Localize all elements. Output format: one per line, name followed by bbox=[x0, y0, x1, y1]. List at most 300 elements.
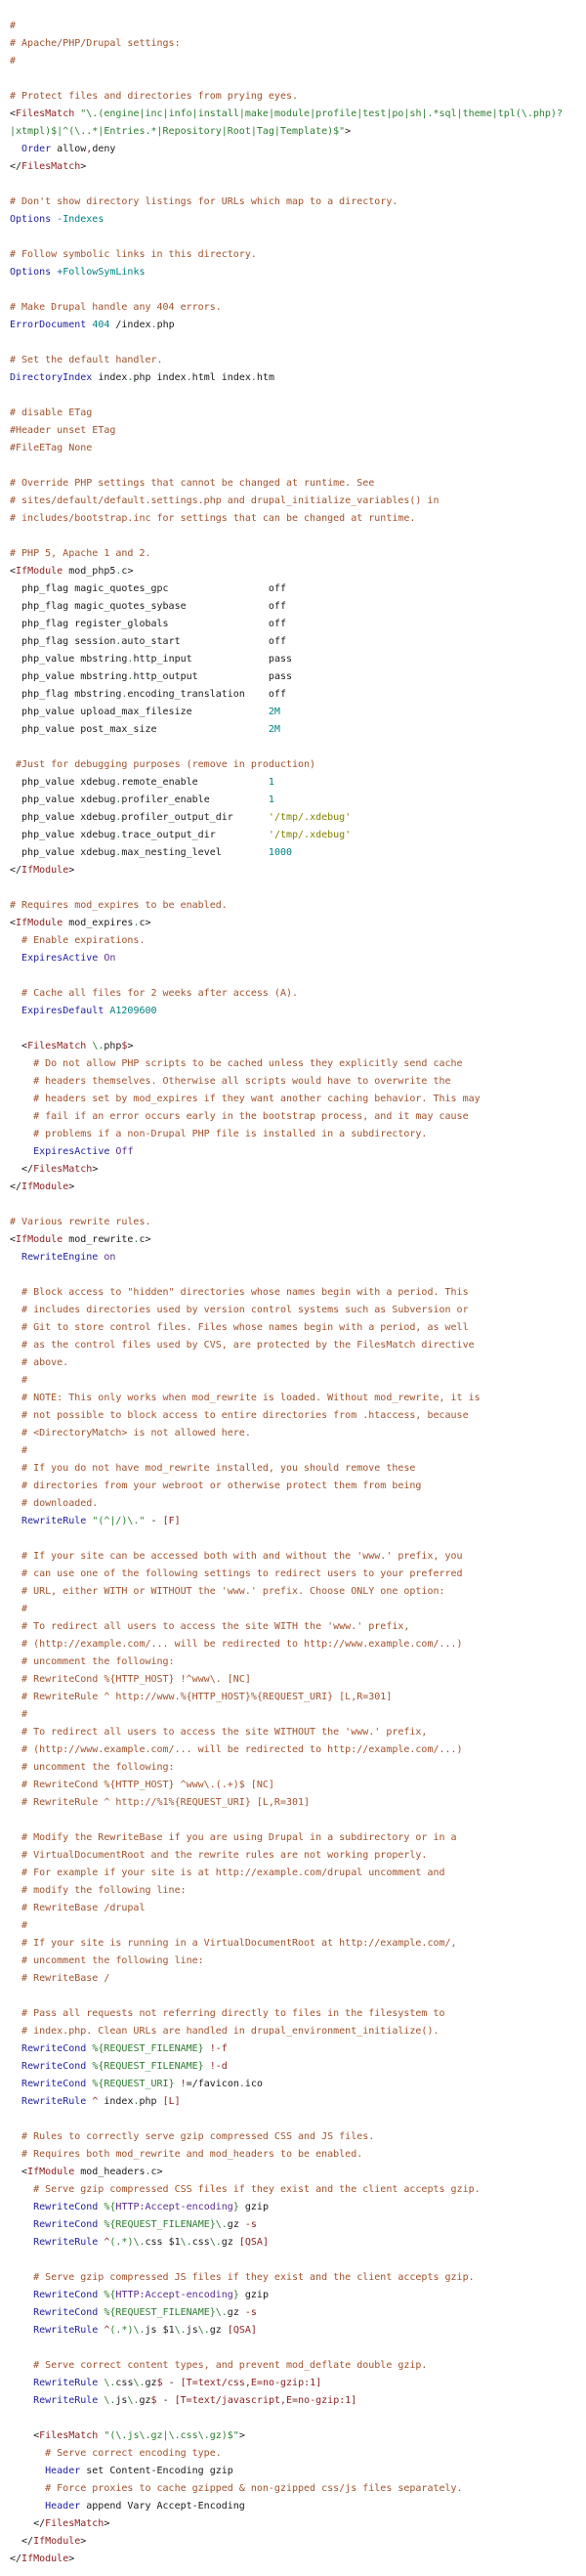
code-token: 1000 bbox=[268, 847, 293, 858]
code-token: \. bbox=[127, 2395, 140, 2406]
code-token: index bbox=[98, 2096, 134, 2107]
code-token: # Git to store control files. Files whose names begin with a period, as well bbox=[10, 1322, 469, 1333]
code-line bbox=[10, 2410, 586, 2427]
code-token: FilesMatch bbox=[45, 2518, 105, 2529]
code-token: ExpiresDefault bbox=[21, 1006, 105, 1016]
code-line bbox=[10, 1759, 586, 1777]
code-token: # RewriteCond %{HTTP_HOST} !^www\. [NC] bbox=[10, 1674, 251, 1685]
code-token: - bbox=[156, 2395, 175, 2406]
code-line bbox=[10, 317, 586, 334]
code-token: #FileETag None bbox=[10, 443, 93, 453]
code-token: [T=text/javascript,E=no-gzip:1] bbox=[174, 2395, 357, 2406]
code-token: ^ bbox=[92, 2096, 99, 2107]
code-line bbox=[10, 2480, 586, 2498]
code-token: # Cache all files for 2 weeks after access (A). bbox=[10, 988, 299, 999]
code-line bbox=[10, 1724, 586, 1741]
code-token: 1 bbox=[268, 794, 274, 805]
code-line bbox=[10, 2533, 586, 2551]
code-token: IfModule bbox=[27, 2167, 75, 2177]
code-line bbox=[10, 880, 586, 897]
code-token: auto_start off bbox=[121, 636, 286, 647]
code-line bbox=[10, 35, 586, 53]
code-token: gz bbox=[227, 2307, 245, 2318]
code-token: [L] bbox=[162, 2096, 181, 2107]
code-token: # includes directories used by version control systems such as Subversion or bbox=[10, 1305, 469, 1315]
code-token: </ bbox=[10, 1181, 22, 1192]
code-line bbox=[10, 88, 586, 106]
code-line bbox=[10, 1706, 586, 1724]
code-line bbox=[10, 387, 586, 405]
code-token: RewriteRule bbox=[21, 1516, 87, 1526]
code-token bbox=[10, 1146, 33, 1157]
code-token: </ bbox=[10, 2554, 22, 2564]
code-token: } bbox=[232, 2202, 239, 2212]
code-token: # RewriteBase / bbox=[10, 1973, 110, 1984]
code-token: '/tmp/.xdebug' bbox=[268, 812, 352, 823]
code-token: c> bbox=[139, 918, 151, 928]
code-token: php_value xdebug bbox=[10, 812, 116, 823]
code-line bbox=[10, 1319, 586, 1337]
code-token: mod_expires bbox=[63, 918, 134, 928]
code-token: # RewriteRule ^ http://www.%{HTTP_HOST}%{REQUEST_URI} [L,R=301] bbox=[10, 1692, 393, 1702]
code-line bbox=[10, 2146, 586, 2164]
code-line bbox=[10, 2392, 586, 2410]
code-line bbox=[10, 193, 586, 211]
code-token: '/tmp/.xdebug' bbox=[268, 830, 352, 840]
code-token: FilesMatch bbox=[39, 2430, 99, 2441]
code-token: php_value mbstring bbox=[10, 654, 128, 665]
code-token: php_flag magic_quotes_sybase off bbox=[10, 601, 286, 612]
code-view bbox=[0, 10, 586, 2568]
code-line bbox=[10, 1126, 586, 1143]
code-token: . bbox=[121, 689, 128, 700]
code-token: # as the control files used by CVS, are protected by the FilesMatch directive bbox=[10, 1340, 475, 1351]
code-line bbox=[10, 352, 586, 369]
code-token: # If your site is running in a VirtualDocumentRoot at http://example.com/, bbox=[10, 1938, 457, 1949]
code-token: /index bbox=[109, 320, 151, 330]
code-token: js $1 bbox=[145, 2325, 175, 2336]
code-token: HTTP:Accept-encoding bbox=[115, 2290, 233, 2300]
code-token: css bbox=[191, 2237, 210, 2248]
code-token: #Header unset ETag bbox=[10, 425, 116, 436]
code-token: . bbox=[250, 372, 257, 383]
code-token: ^ bbox=[104, 2237, 110, 2248]
code-token bbox=[10, 2466, 45, 2476]
code-token: # RewriteRule ^ http://%1%{REQUEST_URI} [L,R=301] bbox=[10, 1797, 311, 1808]
code-line bbox=[10, 1249, 586, 1267]
code-token: RewriteEngine bbox=[21, 1252, 99, 1263]
code-line bbox=[10, 299, 586, 317]
code-token: > bbox=[127, 1041, 134, 1052]
code-token: < bbox=[10, 108, 17, 119]
code-line bbox=[10, 1513, 586, 1530]
code-token: </ bbox=[10, 2518, 46, 2529]
code-line bbox=[10, 739, 586, 756]
code-token: , bbox=[86, 144, 93, 154]
code-token: # directories from your webroot or otherwise protect them from being bbox=[10, 1481, 422, 1491]
code-line bbox=[10, 1618, 586, 1636]
code-token: encoding_translation off bbox=[127, 689, 286, 700]
code-token: > bbox=[104, 2518, 110, 2529]
code-token: profiler_enable bbox=[121, 794, 269, 805]
code-token: php_value xdebug bbox=[10, 847, 116, 858]
htaccess-config-page bbox=[0, 10, 586, 2576]
code-token: mod_headers bbox=[74, 2167, 146, 2177]
code-line bbox=[10, 2357, 586, 2375]
code-token: . bbox=[127, 671, 134, 682]
code-line bbox=[10, 1425, 586, 1442]
code-line bbox=[10, 405, 586, 422]
code-token: php_flag mbstring bbox=[10, 689, 122, 700]
code-line bbox=[10, 2128, 586, 2146]
code-token: |xtmpl)$|^(\..*|Entries.*|Repository|Root|Tag|Template)$" bbox=[10, 126, 346, 137]
code-token: "(^|/)\." bbox=[92, 1516, 146, 1526]
code-line bbox=[10, 616, 586, 633]
code-token: RewriteCond bbox=[33, 2307, 99, 2318]
code-line bbox=[10, 2111, 586, 2128]
code-token: 404 bbox=[92, 320, 110, 330]
code-token: </ bbox=[10, 865, 22, 876]
code-line bbox=[10, 1055, 586, 1073]
code-token: gz bbox=[221, 2237, 239, 2248]
code-line bbox=[10, 264, 586, 281]
code-token: gz bbox=[145, 2378, 157, 2388]
code-line bbox=[10, 1794, 586, 1812]
code-token: # modify the following line: bbox=[10, 1885, 187, 1896]
code-line bbox=[10, 440, 586, 457]
code-line bbox=[10, 1179, 586, 1196]
code-token: < bbox=[10, 566, 17, 577]
code-token: FilesMatch bbox=[27, 1041, 87, 1052]
code-line bbox=[10, 1196, 586, 1214]
code-line bbox=[10, 176, 586, 193]
code-token: # Requires mod_expires to be enabled. bbox=[10, 900, 228, 911]
code-token: > bbox=[92, 1164, 99, 1175]
code-token: gz bbox=[139, 2395, 151, 2406]
code-line bbox=[10, 1988, 586, 2005]
code-token: http_input pass bbox=[133, 654, 293, 665]
code-token: IfModule bbox=[21, 1181, 69, 1192]
code-token: RewriteRule bbox=[33, 2325, 99, 2336]
code-line bbox=[10, 1020, 586, 1038]
code-line bbox=[10, 2093, 586, 2111]
code-token: . bbox=[127, 654, 134, 665]
code-token: > bbox=[80, 161, 87, 172]
code-token: index bbox=[92, 372, 128, 383]
code-token: < bbox=[10, 1041, 28, 1052]
code-line bbox=[10, 1636, 586, 1653]
code-line bbox=[10, 1284, 586, 1302]
code-token: css bbox=[115, 2378, 134, 2388]
code-token: # PHP 5, Apache 1 and 2. bbox=[10, 548, 151, 559]
code-token: gzip bbox=[238, 2290, 269, 2300]
code-token: IfModule bbox=[33, 2536, 81, 2547]
code-token: < bbox=[10, 2430, 40, 2441]
code-token: # For example if your site is at http://example.com/drupal uncomment and bbox=[10, 1868, 445, 1878]
code-token: # Serve correct content types, and prevent mod_deflate double gzip. bbox=[10, 2360, 428, 2371]
code-line bbox=[10, 950, 586, 967]
code-line bbox=[10, 1143, 586, 1161]
code-token bbox=[10, 1252, 21, 1263]
code-token: trace_output_dir bbox=[121, 830, 269, 840]
code-token: . bbox=[115, 794, 122, 805]
code-token: # Serve gzip compressed CSS files if they exist and the client accepts gzip. bbox=[10, 2184, 481, 2195]
code-line bbox=[10, 1073, 586, 1091]
code-token: "(\.js\.gz|\.css\.gz)$" bbox=[104, 2430, 239, 2441]
code-token bbox=[10, 2043, 21, 2054]
code-token bbox=[10, 2237, 33, 2248]
code-token: > bbox=[68, 865, 75, 876]
code-line bbox=[10, 545, 586, 563]
code-token: $ bbox=[156, 2378, 163, 2388]
code-line bbox=[10, 1108, 586, 1126]
code-token: # Set the default handler. bbox=[10, 355, 163, 365]
code-token bbox=[10, 144, 21, 154]
code-token: # Follow symbolic links in this directory. bbox=[10, 249, 257, 260]
code-line bbox=[10, 2287, 586, 2304]
code-token: php_value xdebug bbox=[10, 830, 116, 840]
code-token: </ bbox=[10, 1164, 34, 1175]
code-token: %{REQUEST_URI} bbox=[92, 2079, 175, 2089]
code-token: remote_enable bbox=[121, 777, 269, 788]
code-token: \. bbox=[104, 2395, 116, 2406]
code-line bbox=[10, 985, 586, 1003]
code-line bbox=[10, 2040, 586, 2058]
code-token: # bbox=[10, 1709, 28, 1720]
code-token: 2M bbox=[268, 724, 280, 735]
code-line bbox=[10, 651, 586, 668]
code-token: # bbox=[10, 21, 17, 31]
code-line bbox=[10, 53, 586, 70]
code-token: # sites/default/default.settings.php and drupal_initialize_variables() in bbox=[10, 495, 440, 506]
code-token: # RewriteCond %{HTTP_HOST} ^www\.(.+)$ [NC] bbox=[10, 1780, 274, 1790]
code-token: # bbox=[10, 1375, 28, 1386]
code-line bbox=[10, 475, 586, 493]
code-line bbox=[10, 1372, 586, 1390]
code-line bbox=[10, 1214, 586, 1231]
code-line bbox=[10, 1267, 586, 1284]
code-line bbox=[10, 246, 586, 264]
code-line bbox=[10, 211, 586, 229]
code-token: +FollowSymLinks bbox=[57, 267, 146, 278]
code-line bbox=[10, 932, 586, 950]
code-line bbox=[10, 528, 586, 545]
code-token: IfModule bbox=[16, 566, 63, 577]
code-line bbox=[10, 598, 586, 616]
code-line bbox=[10, 915, 586, 932]
code-token: \. bbox=[209, 2237, 222, 2248]
code-line bbox=[10, 1970, 586, 1988]
code-token: # Don't show directory listings for URLs which map to a directory. bbox=[10, 196, 398, 207]
code-token: # Enable expirations. bbox=[10, 935, 146, 946]
code-token: Off bbox=[115, 1146, 134, 1157]
code-line bbox=[10, 967, 586, 985]
code-token: < bbox=[10, 918, 17, 928]
code-token: IfModule bbox=[21, 865, 69, 876]
code-line bbox=[10, 493, 586, 510]
code-token bbox=[10, 2378, 33, 2388]
code-token: \. bbox=[197, 2325, 210, 2336]
code-line bbox=[10, 580, 586, 598]
code-token: c> bbox=[121, 566, 134, 577]
code-token bbox=[10, 2219, 33, 2230]
code-line bbox=[10, 510, 586, 528]
code-token: #Just for debugging purposes (remove in production) bbox=[10, 759, 316, 770]
code-token: php_value mbstring bbox=[10, 671, 128, 682]
code-token: "\.(engine|inc|info|install|make|module|profile|test|po|sh|.*sql|theme|tpl(\.php)? bbox=[80, 108, 563, 119]
code-token: # Make Drupal handle any 404 errors. bbox=[10, 302, 222, 313]
code-line bbox=[10, 704, 586, 721]
code-token: # uncomment the following: bbox=[10, 1656, 175, 1667]
code-token: </ bbox=[10, 2536, 34, 2547]
code-token bbox=[10, 2395, 33, 2406]
code-token: profiler_output_dir bbox=[121, 812, 269, 823]
code-token: js bbox=[186, 2325, 198, 2336]
code-token bbox=[10, 2202, 33, 2212]
code-token: php_value post_max_size bbox=[10, 724, 269, 735]
code-token: ! bbox=[180, 2079, 187, 2089]
code-token: %{ bbox=[104, 2202, 116, 2212]
code-token: ExpiresActive bbox=[33, 1146, 110, 1157]
code-line bbox=[10, 1935, 586, 1953]
code-token: # Apache/PHP/Drupal settings: bbox=[10, 38, 181, 49]
code-token: php_value xdebug bbox=[10, 794, 116, 805]
code-line bbox=[10, 2304, 586, 2322]
code-line bbox=[10, 792, 586, 809]
code-token: > bbox=[68, 1181, 75, 1192]
code-token: (.*)\. bbox=[109, 2325, 146, 2336]
code-token: # bbox=[10, 56, 17, 66]
code-token: [QSA] bbox=[238, 2237, 269, 2248]
code-token bbox=[10, 2501, 45, 2512]
code-line bbox=[10, 2164, 586, 2181]
code-token: $ bbox=[121, 1041, 128, 1052]
code-token: IfModule bbox=[16, 1234, 63, 1245]
code-token bbox=[10, 2079, 21, 2089]
code-token: # uncomment the following: bbox=[10, 1762, 175, 1773]
code-token: - bbox=[162, 2378, 181, 2388]
code-line bbox=[10, 809, 586, 827]
code-token: . bbox=[127, 372, 134, 383]
code-token: deny bbox=[92, 144, 116, 154]
code-token: max_nesting_level bbox=[121, 847, 269, 858]
code-token: # bbox=[10, 1604, 28, 1614]
code-token: [T=text/css,E=no-gzip:1] bbox=[180, 2378, 322, 2388]
code-line bbox=[10, 106, 586, 123]
code-line bbox=[10, 2269, 586, 2287]
code-token: RewriteRule bbox=[33, 2237, 99, 2248]
code-token: RewriteCond bbox=[33, 2219, 99, 2230]
code-token: # bbox=[10, 1445, 28, 1456]
code-line bbox=[10, 1812, 586, 1829]
code-line bbox=[10, 1566, 586, 1583]
code-token: RewriteCond bbox=[21, 2079, 87, 2089]
code-token: < bbox=[10, 2167, 28, 2177]
code-token: # Pass all requests not referring directly to files in the filesystem to bbox=[10, 2008, 445, 2019]
code-token: . bbox=[133, 2096, 140, 2107]
code-token: \. bbox=[92, 1041, 105, 1052]
code-token: \. bbox=[215, 2307, 228, 2318]
code-token bbox=[10, 1516, 21, 1526]
code-token: # (http://example.com/... will be redirected to http://www.example.com/...) bbox=[10, 1639, 463, 1650]
code-token: \. bbox=[104, 2378, 116, 2388]
code-line bbox=[10, 844, 586, 862]
code-token: http_output pass bbox=[133, 671, 293, 682]
code-token: . bbox=[115, 812, 122, 823]
code-line bbox=[10, 897, 586, 915]
code-line bbox=[10, 1161, 586, 1179]
code-token: # includes/bootstrap.inc for settings that can be changed at runtime. bbox=[10, 513, 416, 524]
code-token: # <DirectoryMatch> is not allowed here. bbox=[10, 1428, 251, 1438]
code-token: # index.php. Clean URLs are handled in drupal_environment_initialize(). bbox=[10, 2026, 440, 2037]
code-token: FilesMatch bbox=[16, 108, 75, 119]
code-token: [F] bbox=[162, 1516, 181, 1526]
code-line bbox=[10, 2005, 586, 2023]
code-token: php bbox=[156, 320, 175, 330]
code-token: %{REQUEST_FILENAME} bbox=[92, 2061, 204, 2072]
code-token: php_flag magic_quotes_gpc off bbox=[10, 583, 286, 594]
code-token: c> bbox=[139, 1234, 151, 1245]
code-line bbox=[10, 756, 586, 774]
code-token: # headers set by mod_expires if they want another caching behavior. This may bbox=[10, 1094, 481, 1104]
code-token: . bbox=[115, 847, 122, 858]
code-token: RewriteRule bbox=[33, 2395, 99, 2406]
code-token: # URL, either WITH or WITHOUT the 'www.' prefix. Choose ONLY one option: bbox=[10, 1586, 445, 1597]
code-token: # not possible to block access to entire directories from .htaccess, because bbox=[10, 1410, 469, 1421]
code-line bbox=[10, 2076, 586, 2093]
code-line bbox=[10, 633, 586, 651]
code-token bbox=[10, 1006, 21, 1016]
code-token bbox=[10, 2096, 21, 2107]
code-line bbox=[10, 334, 586, 352]
code-line bbox=[10, 1829, 586, 1847]
code-line bbox=[10, 1653, 586, 1671]
code-line bbox=[10, 1354, 586, 1372]
code-token: %{REQUEST_FILENAME} bbox=[92, 2043, 204, 2054]
code-token: -Indexes bbox=[57, 214, 105, 225]
code-line bbox=[10, 158, 586, 176]
code-line bbox=[10, 229, 586, 246]
code-token: # Block access to "hidden" directories whose names begin with a period. This bbox=[10, 1287, 469, 1298]
code-token: # VirtualDocumentRoot and the rewrite rules are not working properly. bbox=[10, 1850, 428, 1861]
code-token: FilesMatch bbox=[21, 161, 81, 172]
code-token: </ bbox=[10, 161, 22, 172]
code-line bbox=[10, 18, 586, 35]
code-token: > bbox=[68, 2554, 75, 2564]
code-token: RewriteRule bbox=[33, 2378, 99, 2388]
code-token: . bbox=[186, 372, 192, 383]
code-token: Header bbox=[45, 2501, 81, 2512]
code-token: on bbox=[104, 1252, 116, 1263]
code-token: html index bbox=[191, 372, 251, 383]
code-token: js bbox=[115, 2395, 128, 2406]
code-token: . bbox=[115, 830, 122, 840]
code-line bbox=[10, 1847, 586, 1865]
code-token: - bbox=[145, 1516, 163, 1526]
code-token: . bbox=[145, 2167, 151, 2177]
code-token: # Override PHP settings that cannot be changed at runtime. See bbox=[10, 478, 375, 489]
code-token: IfModule bbox=[21, 2554, 69, 2564]
code-token: RewriteCond bbox=[21, 2061, 87, 2072]
code-token: # Modify the RewriteBase if you are using Drupal in a subdirectory or in a bbox=[10, 1832, 457, 1843]
code-line bbox=[10, 369, 586, 387]
code-line bbox=[10, 2234, 586, 2252]
code-token: gzip bbox=[238, 2202, 269, 2212]
code-line bbox=[10, 1601, 586, 1618]
code-line bbox=[10, 1900, 586, 1917]
code-token: ErrorDocument bbox=[10, 320, 87, 330]
code-token: append Vary Accept-Encoding bbox=[80, 2501, 245, 2512]
